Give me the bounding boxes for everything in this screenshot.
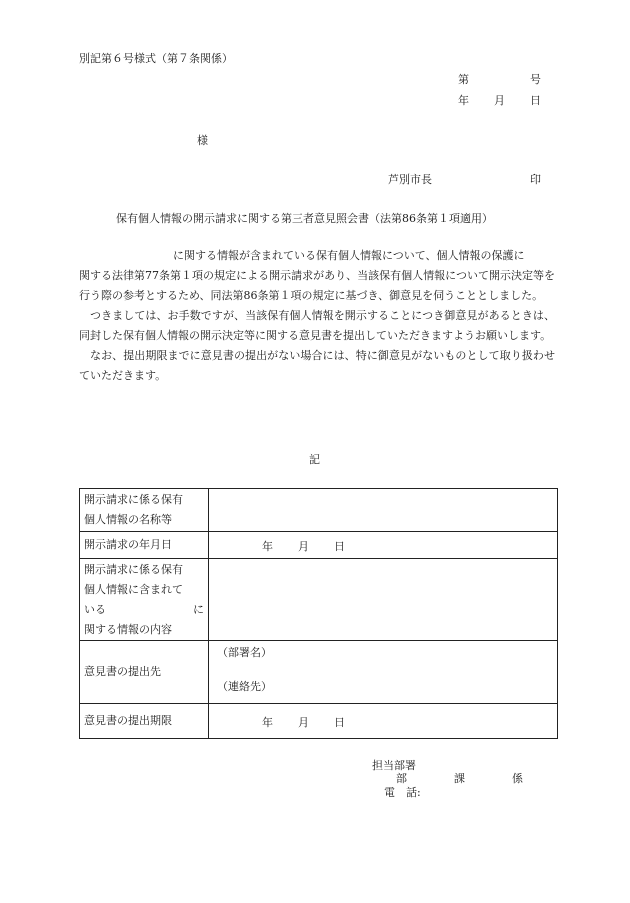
addressee-honorific: 様 — [197, 134, 208, 147]
row4-contact: （連絡先） — [217, 680, 272, 693]
row5-value — [209, 704, 558, 739]
sender-title: 芦別市長 — [388, 173, 432, 186]
footer-in-charge: 担当部署 — [372, 759, 416, 772]
table-row — [80, 559, 558, 641]
row3-label-b: 個人情報に含まれて — [84, 582, 183, 596]
row1-label-a: 開示請求に係る保有 — [84, 493, 183, 506]
row2-day: 日 — [334, 540, 345, 553]
date-day: 日 — [530, 94, 541, 107]
body-text — [79, 246, 555, 386]
info-table — [79, 488, 558, 739]
row2-value — [209, 532, 558, 559]
number-prefix: 第 — [458, 73, 469, 86]
row1-label-b: 個人情報の名称等 — [84, 513, 172, 526]
row5-year: 年 — [262, 716, 273, 729]
footer-kakari: 係 — [512, 772, 523, 785]
date-month: 月 — [494, 94, 505, 107]
row3-label-c-right: に — [193, 602, 204, 616]
row3-label — [80, 559, 209, 641]
table-row — [80, 532, 558, 559]
table-row — [80, 704, 558, 739]
footer-bu: 部 — [396, 772, 407, 785]
body-p1-rest: 関する法律第77条第１項の規定による開示請求があり、当該保有個人情報について開示決定等を行う際の参考とするため、同法第86条第１項の規定に基づき、御意見を伺うこととしました。 — [79, 269, 555, 302]
body-p2: つきましては、お手数ですが、当該保有個人情報を開示することにつき御意見があるときは、同封した保有個人情報の開示決定等に関する意見書を提出していただきますようお願いします。 — [79, 309, 555, 342]
number-suffix: 号 — [530, 73, 541, 86]
table-row — [80, 641, 558, 704]
table-row — [80, 489, 558, 532]
document-title: 保有個人情報の開示請求に関する第三者意見照会書（法第86条第１項適用） — [116, 212, 493, 225]
body-p1-line1: に関する情報が含まれている保有個人情報について、個人情報の保護に — [173, 249, 525, 262]
row4-value — [209, 641, 558, 704]
row3-label-a: 開示請求に係る保有 — [84, 562, 183, 576]
row5-day: 日 — [334, 716, 345, 729]
row1-value — [209, 489, 558, 532]
footer-ka: 課 — [454, 772, 465, 785]
row3-value — [209, 559, 558, 641]
row5-month: 月 — [298, 716, 309, 729]
date-year: 年 — [458, 94, 469, 107]
row1-label — [80, 489, 209, 532]
body-p3: なお、提出期限までに意見書の提出がない場合には、特に御意見がないものとして取り扱わせていただきます。 — [79, 349, 555, 382]
row5-label: 意見書の提出期限 — [80, 704, 209, 739]
row2-label: 開示請求の年月日 — [80, 532, 209, 559]
form-id: 別記第６号様式（第７条関係） — [79, 52, 233, 65]
row3-label-d: 関する情報の内容 — [84, 622, 172, 636]
row4-dept: （部署名） — [217, 646, 272, 659]
ki-heading: 記 — [309, 453, 320, 466]
row2-year: 年 — [262, 540, 273, 553]
row2-month: 月 — [298, 540, 309, 553]
row3-label-c — [84, 600, 204, 620]
footer-phone: 電 話: — [384, 786, 421, 799]
row4-label: 意見書の提出先 — [80, 641, 209, 704]
row3-label-c-left: いる — [84, 602, 106, 616]
sender-seal: 印 — [530, 173, 541, 186]
